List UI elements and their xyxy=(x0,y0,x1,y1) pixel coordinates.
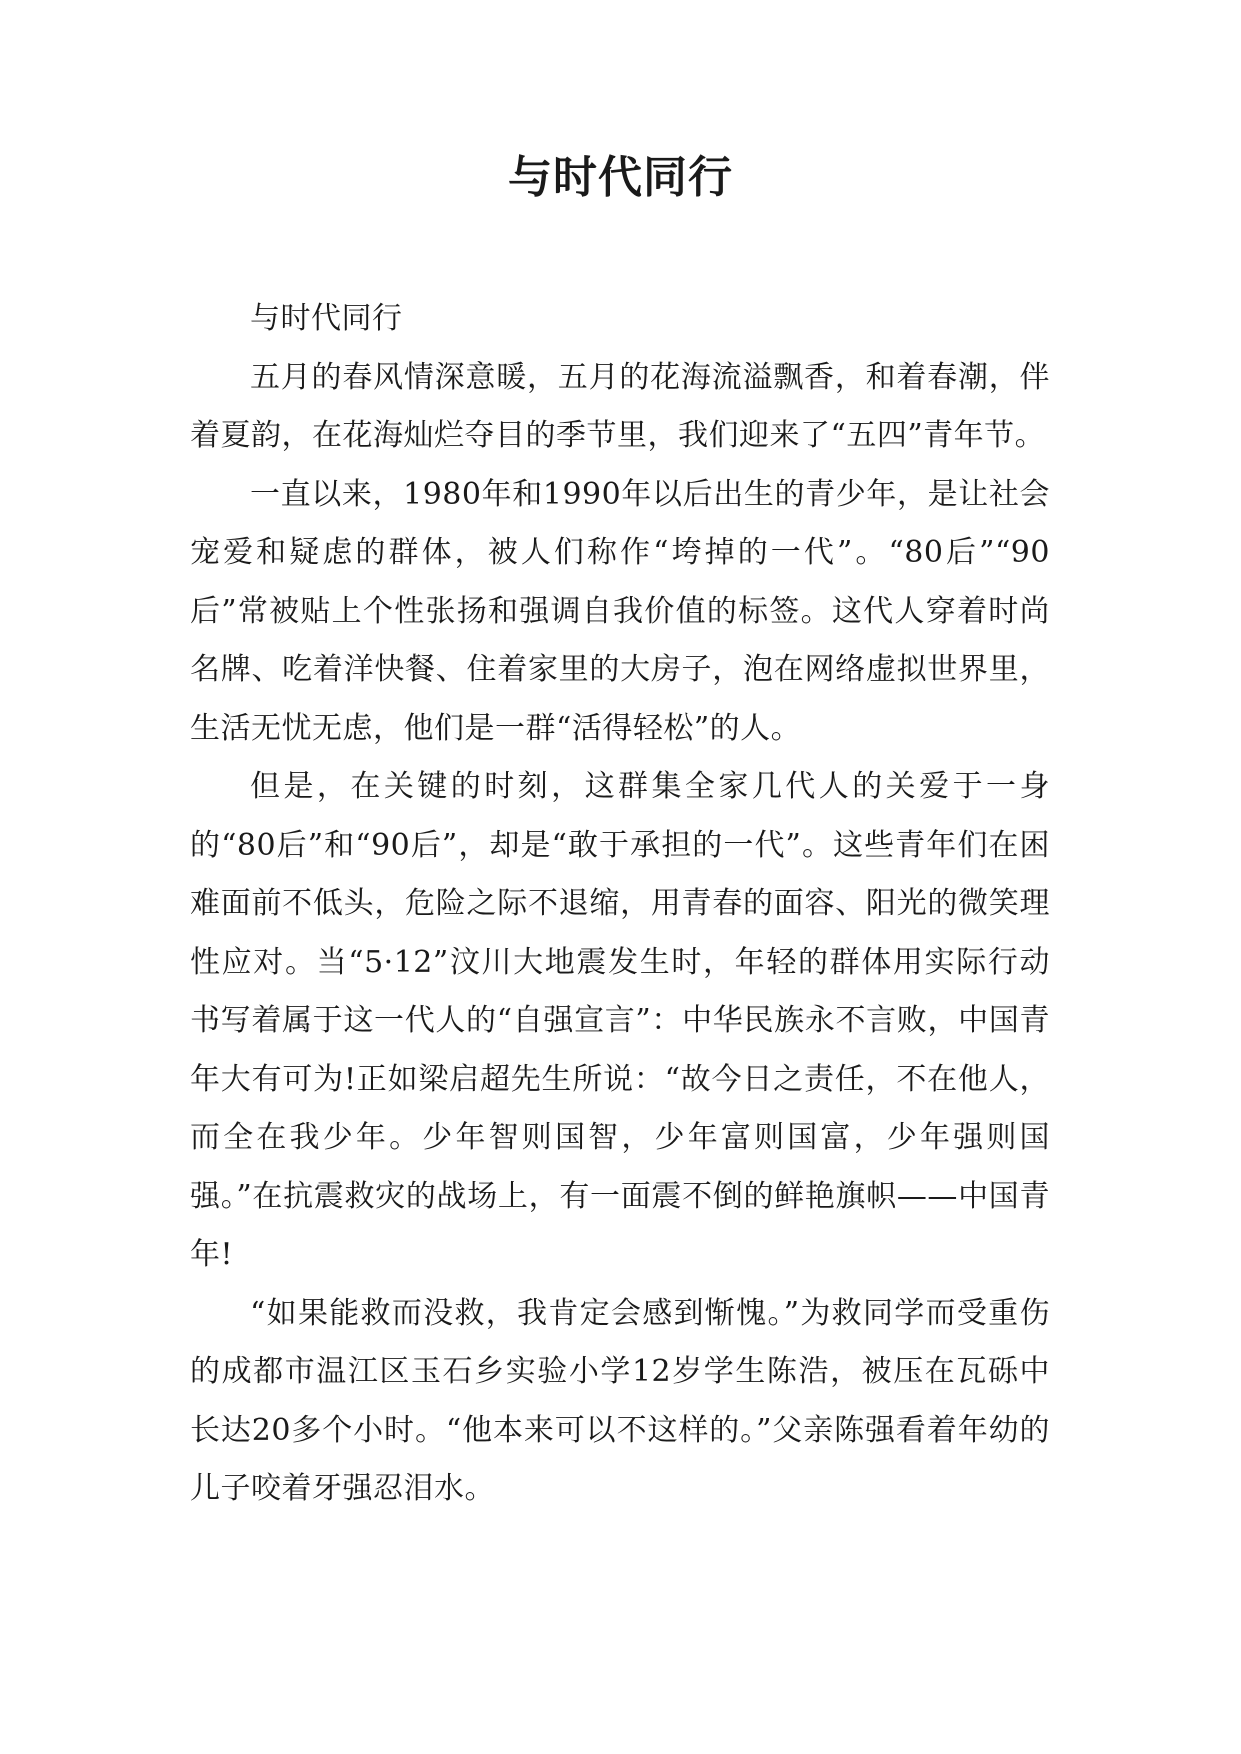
paragraph-earthquake: 但是，在关键的时刻，这群集全家几代人的关爱于一身的“80后”和“90后”，却是“敢于承担的一代”。这些青年们在困难面前不低头，危险之际不退缩，用青春的面容、阳光的微笑理性应对。当“5·12”汶川大地震发生时，年轻的群体用实际行动书写着属于这一代人的“自强宣言”：中华民族永不言败，中国青年大有可为!正如梁启超先生所说：“故今日之责任，不在他人，而全在我少年。少年智则国智，少年富则国富，少年强则国强。”在抗震救灾的战场上，有一面震不倒的鲜艳旗帜——中国青年! xyxy=(190,769,1050,1272)
paragraph-subtitle: 与时代同行 xyxy=(250,301,403,336)
paragraph-generation: 一直以来，1980年和1990年以后出生的青少年，是让社会宠爱和疑虑的群体，被人们称作“垮掉的一代”。“80后”“90后”常被贴上个性张扬和强调自我价值的标签。这代人穿着时尚名牌、吃着洋快餐、住着家里的大房子，泡在网络虚拟世界里，生活无忧无虑，他们是一群“活得轻松”的人。 xyxy=(190,476,1050,746)
document-body xyxy=(190,290,1050,1519)
paragraph-intro: 五月的春风情深意暖，五月的花海流溢飘香，和着春潮，伴着夏韵，在花海灿烂夺目的季节里，我们迎来了“五四”青年节。 xyxy=(190,359,1050,453)
document-title: 与时代同行 xyxy=(508,152,733,203)
paragraph-chen-hao: “如果能救而没救，我肯定会感到惭愧。”为救同学而受重伤的成都市温江区玉石乡实验小学12岁学生陈浩，被压在瓦砾中长达20多个小时。“他本来可以不这样的。”父亲陈强看着年幼的儿子咬着牙强忍泪水。 xyxy=(190,1295,1050,1506)
